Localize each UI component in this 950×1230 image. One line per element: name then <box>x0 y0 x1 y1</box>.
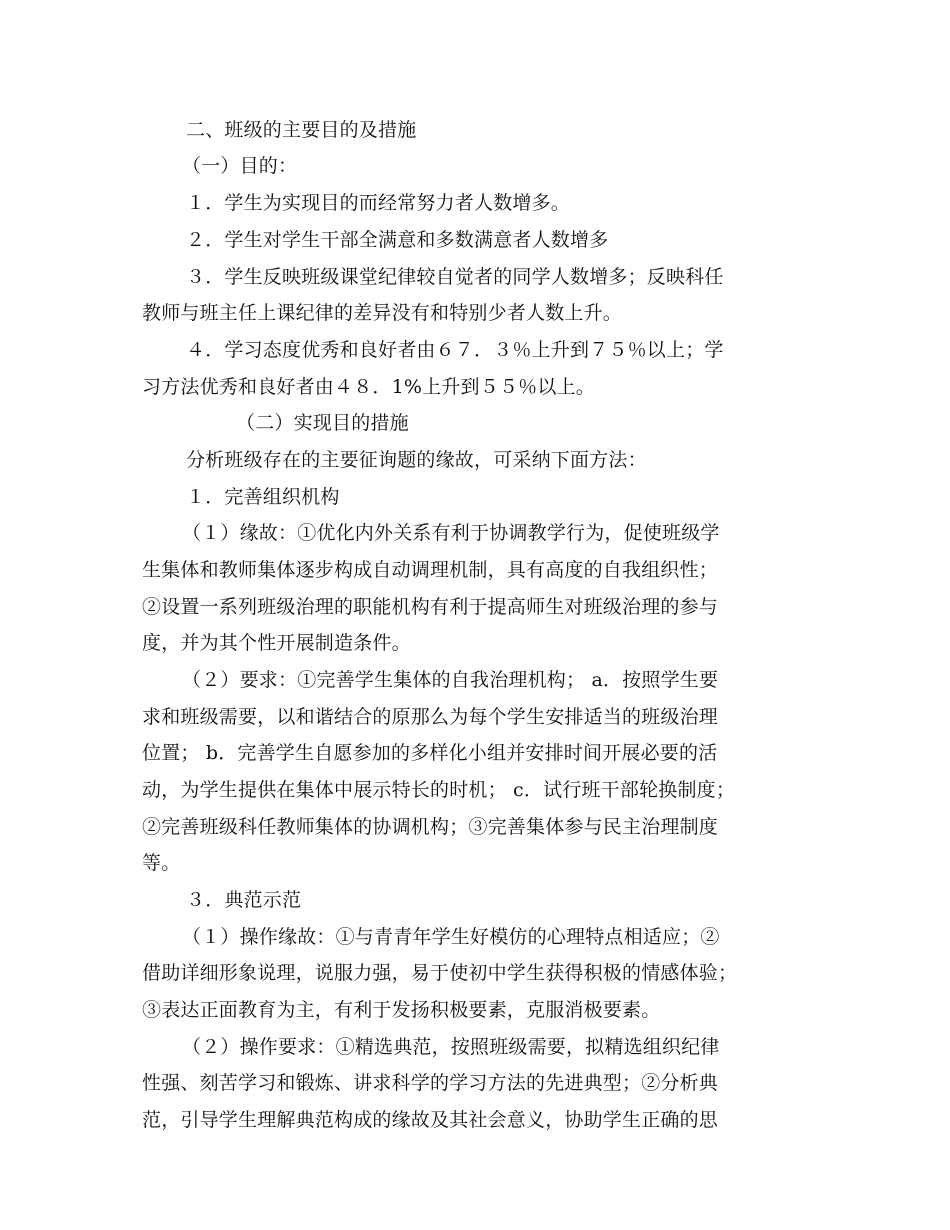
paragraph-line: ③表达正面教育为主，有利于发扬积极要素，克服消极要素。 <box>142 999 661 1021</box>
paragraph-line: 习方法优秀和良好者由４８．1%上升到５５％以上。 <box>142 376 595 398</box>
paragraph-line: 生集体和教师集体逐步构成自动调理机制，具有高度的自我组织性； <box>142 559 719 581</box>
paragraph-line: 度，并为其个性开展制造条件。 <box>142 632 411 654</box>
paragraph-line: （２）操作要求：①精选典范，按照班级需要，拟精选组织纪律 <box>182 1036 720 1058</box>
paragraph-line: （１）操作缘故：①与青青年学生好模仿的心理特点相适应；② <box>182 926 720 948</box>
item-heading: １．完善组织机构 <box>186 486 340 508</box>
paragraph-line: ②完善班级科任教师集体的协调机构；③完善集体参与民主治理制度 <box>142 816 719 838</box>
paragraph-line: ②设置一系列班级治理的职能机构有利于提高师生对班级治理的参与 <box>142 596 719 618</box>
item-heading: ３．典范示范 <box>186 889 302 911</box>
paragraph-line: 位置； b．完善学生自愿参加的多样化小组并安排时间开展必要的活 <box>142 742 718 764</box>
paragraph-line: 分析班级存在的主要征询题的缘故，可采纳下面方法： <box>186 449 647 471</box>
paragraph-line: 求和班级需要，以和谐结合的原那么为每个学生安排适当的班级治理 <box>142 706 719 728</box>
paragraph-line: 动，为学生提供在集体中展示特长的时机； c．试行班干部轮换制度； <box>142 779 736 801</box>
paragraph-line: 借助详细形象说理，说服力强，易于使初中学生获得积极的情感体验； <box>142 962 738 984</box>
paragraph-line: ３．学生反映班级课堂纪律较自觉者的同学人数增多；反映科任 <box>186 266 724 288</box>
paragraph-line: 等。 <box>142 852 181 874</box>
subsection-heading-goals: （一）目的： <box>182 155 298 177</box>
paragraph-line: 范，引导学生理解典范构成的缘故及其社会意义，协助学生正确的思 <box>142 1109 719 1131</box>
paragraph-line: １．学生为实现目的而经常努力者人数增多。 <box>186 192 571 214</box>
paragraph-line: 教师与班主任上课纪律的差异没有和特别少者人数上升。 <box>142 302 623 324</box>
subsection-heading-measures: （二）实现目的措施 <box>236 412 409 434</box>
paragraph-line: （２）要求：①完善学生集体的自我治理机构； a．按照学生要 <box>182 669 719 691</box>
section-heading: 二、班级的主要目的及措施 <box>186 119 417 141</box>
paragraph-line: （１）缘故：①优化内外关系有利于协调教学行为，促使班级学 <box>182 522 720 544</box>
paragraph-line: ４．学习态度优秀和良好者由６７．３％上升到７５％以上；学 <box>186 339 724 361</box>
paragraph-line: ２．学生对学生干部全满意和多数满意者人数增多 <box>186 229 609 251</box>
paragraph-line: 性强、刻苦学习和锻炼、讲求科学的学习方法的先进典型；②分析典 <box>142 1072 719 1094</box>
